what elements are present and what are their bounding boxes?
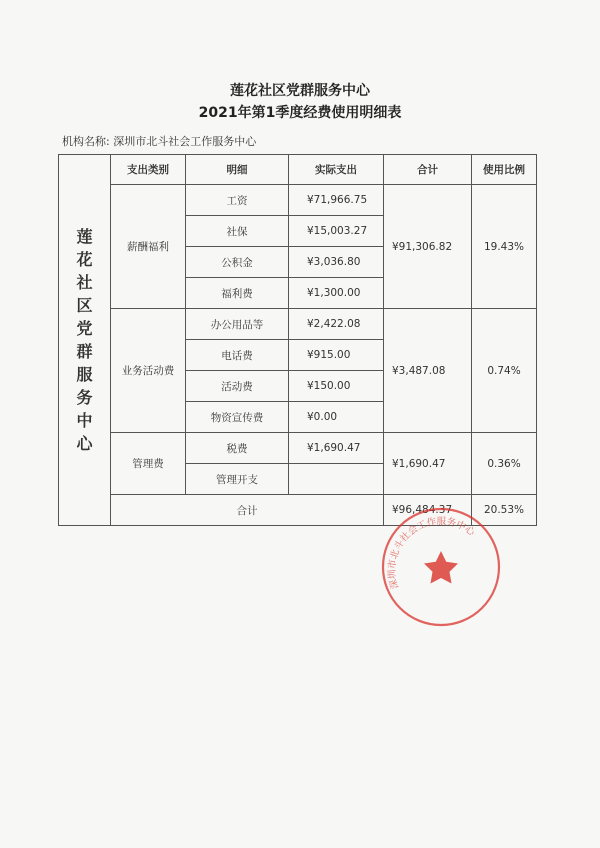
subtotal-cell: ¥1,690.47 [384,433,472,495]
item-amount [289,464,384,495]
page-title: 莲花社区党群服务中心 [230,83,370,99]
subtotal-cell: ¥91,306.82 [384,185,472,309]
item-name: 物资宣传费 [186,402,289,433]
category-cell: 业务活动费 [111,309,186,433]
item-name: 福利费 [186,278,289,309]
item-name: 工资 [186,185,289,216]
column-header: 支出类别 [111,155,186,185]
item-amount: ¥2,422.08 [289,309,384,340]
subtotal-cell: ¥3,487.08 [384,309,472,433]
category-cell: 管理费 [111,433,186,495]
ratio-cell: 0.74% [472,309,537,433]
page-subtitle: 2021年第1季度经费使用明细表 [198,105,402,121]
item-name: 电话费 [186,340,289,371]
item-name: 管理开支 [186,464,289,495]
item-name: 办公用品等 [186,309,289,340]
organization-label: 机构名称: 深圳市北斗社会工作服务中心 [62,135,257,148]
column-header: 实际支出 [289,155,384,185]
official-seal [379,505,503,629]
item-amount: ¥915.00 [289,340,384,371]
expense-table [58,154,537,526]
column-header: 合计 [384,155,472,185]
total-ratio: 20.53% [472,495,537,526]
ratio-cell: 0.36% [472,433,537,495]
category-cell: 薪酬福利 [111,185,186,309]
side-label: 莲 花 社 区 党 群 服 务 中 心 [59,155,111,526]
total-amount: ¥96,484.37 [384,495,472,526]
item-name: 社保 [186,216,289,247]
item-amount: ¥1,300.00 [289,278,384,309]
item-amount: ¥0.00 [289,402,384,433]
seal-text: 深圳市北斗社会工作服务中心 [386,516,477,591]
total-label: 合计 [111,495,384,526]
ratio-cell: 19.43% [472,185,537,309]
item-amount: ¥71,966.75 [289,185,384,216]
seal-star-icon [424,551,458,584]
column-header: 明细 [186,155,289,185]
item-amount: ¥3,036.80 [289,247,384,278]
item-name: 税费 [186,433,289,464]
column-header: 使用比例 [472,155,537,185]
item-amount: ¥150.00 [289,371,384,402]
item-amount: ¥1,690.47 [289,433,384,464]
item-name: 活动费 [186,371,289,402]
item-amount: ¥15,003.27 [289,216,384,247]
item-name: 公积金 [186,247,289,278]
